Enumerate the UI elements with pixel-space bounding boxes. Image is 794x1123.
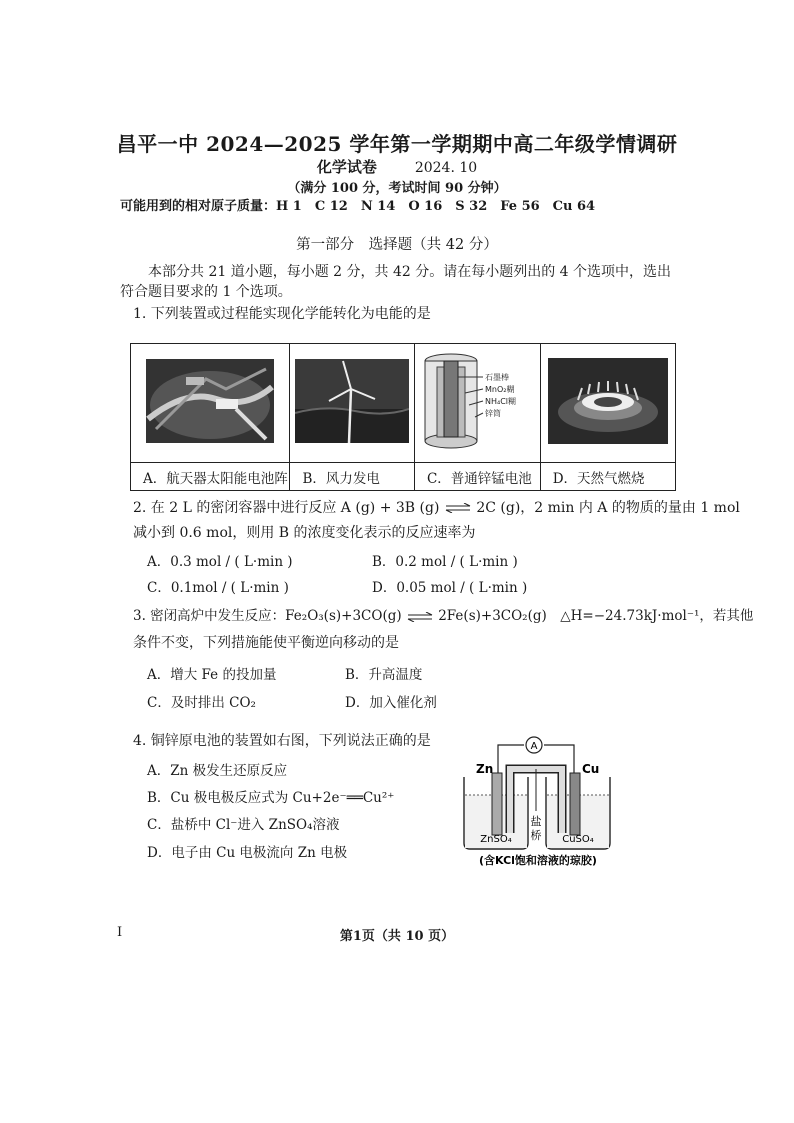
solar-panel-image [131, 344, 290, 463]
q1-option-c: C．普通锌锰电池 [414, 463, 540, 491]
copper-label: Cu [582, 762, 600, 776]
q3-stem-part1: 3. 密闭高炉中发生反应：Fe₂O₃(s)+3CO(g) [133, 608, 402, 624]
q4-option-a: A．Zn 极发生还原反应 [147, 763, 288, 779]
gas-flame-icon [548, 358, 668, 444]
label-mno2-paste: MnO₂糊 [485, 385, 515, 394]
section-instructions: 本部分共 21 道小题，每小题 2 分，共 42 分。请在每小题列出的 4 个选项中，选出符合题目要求的 1 个选项。 [120, 264, 672, 300]
label-zinc-can: 锌筒 [485, 409, 502, 418]
subject-label: 化学试卷 [316, 158, 377, 176]
q1-option-b: B．风力发电 [290, 463, 415, 491]
q3-stem-line1 [133, 606, 753, 626]
q2-stem-part1: 2. 在 2 L 的密闭容器中进行反应 A (g) + 3B (g) [133, 500, 440, 516]
exam-date: 2024. 10 [414, 160, 478, 176]
salt-bridge-label-1: 盐 [530, 815, 542, 828]
wind-turbine-image [290, 344, 415, 463]
q4-option-c: C．盐桥中 Cl⁻进入 ZnSO₄溶液 [147, 817, 340, 833]
q1-option-d: D．天然气燃烧 [540, 463, 675, 491]
equilibrium-arrow-icon [444, 503, 472, 513]
q4-option-b: B．Cu 极电极反应式为 Cu+2e⁻══Cu²⁺ [147, 790, 395, 806]
atomic-masses: 可能用到的相对原子质量：H 1 C 12 N 14 O 16 S 32 Fe 56 Cu 64 [120, 199, 596, 214]
zinc-manganese-battery-image [414, 344, 540, 463]
exam-title: 昌平一中 2024—2025 学年第一学期期中高二年级学情调研 [116, 132, 678, 156]
score-info: （满分 100 分，考试时间 90 分钟） [287, 181, 507, 196]
figure-caption: (含KCl饱和溶液的琼胶) [479, 854, 597, 867]
q3-option-c: C．及时排出 CO₂ [147, 695, 256, 711]
q3-stem-part2: 2Fe(s)+3CO₂(g) △H=−24.73kJ·mol⁻¹，若其他 [438, 608, 754, 624]
q2-option-b: B．0.2 mol / ( L·min ) [372, 554, 518, 570]
label-nh4cl-paste: NH₄Cl糊 [485, 397, 517, 406]
q3-stem-line2: 条件不变，下列措施能使平衡逆向移动的是 [133, 635, 399, 651]
q4-option-d: D．电子由 Cu 电极流向 Zn 电极 [147, 845, 348, 861]
footer-left-mark: I [117, 925, 123, 940]
q2-option-a: A．0.3 mol / ( L·min ) [147, 554, 293, 570]
q2-stem-line1 [133, 498, 740, 518]
zinc-label: Zn [476, 762, 494, 776]
ammeter-label: A [530, 741, 538, 752]
equilibrium-arrow-icon [406, 612, 434, 622]
q3-option-a: A．增大 Fe 的投加量 [147, 667, 277, 683]
zinc-electrode [492, 773, 502, 835]
q4-stem: 4. 铜锌原电池的装置如右图，下列说法正确的是 [133, 733, 431, 749]
page-number: 第1页（共 10 页） [339, 929, 455, 944]
wind-turbine-icon [295, 359, 409, 443]
q2-option-c: C．0.1mol / ( L·min ) [147, 580, 289, 596]
q1-option-a: A．航天器太阳能电池阵 [131, 463, 290, 491]
q2-option-d: D．0.05 mol / ( L·min ) [372, 580, 528, 596]
exam-subtitle [0, 156, 794, 177]
q3-option-b: B．升高温度 [345, 667, 423, 683]
label-graphite-rod: 石墨棒 [485, 373, 510, 382]
q2-stem-part2: 2C (g)，2 min 内 A 的物质的量由 1 mol [476, 500, 740, 516]
q3-option-d: D．加入催化剂 [345, 695, 437, 711]
section-title: 第一部分 选择题（共 42 分） [296, 237, 498, 253]
q2-stem-line2: 减小到 0.6 mol，则用 B 的浓度变化表示的反应速率为 [133, 525, 476, 541]
battery-cutaway-icon [417, 347, 537, 455]
q1-figure-table [130, 343, 676, 491]
q1-stem: 1. 下列装置或过程能实现化学能转化为电能的是 [133, 306, 431, 322]
copper-electrode [570, 773, 580, 835]
cuso4-label: CuSO₄ [562, 834, 594, 845]
znso4-label: ZnSO₄ [480, 834, 512, 845]
salt-bridge-label-2: 桥 [530, 829, 542, 842]
gas-burner-image [540, 344, 675, 463]
galvanic-cell-diagram [450, 733, 630, 873]
solar-array-icon [146, 359, 274, 443]
